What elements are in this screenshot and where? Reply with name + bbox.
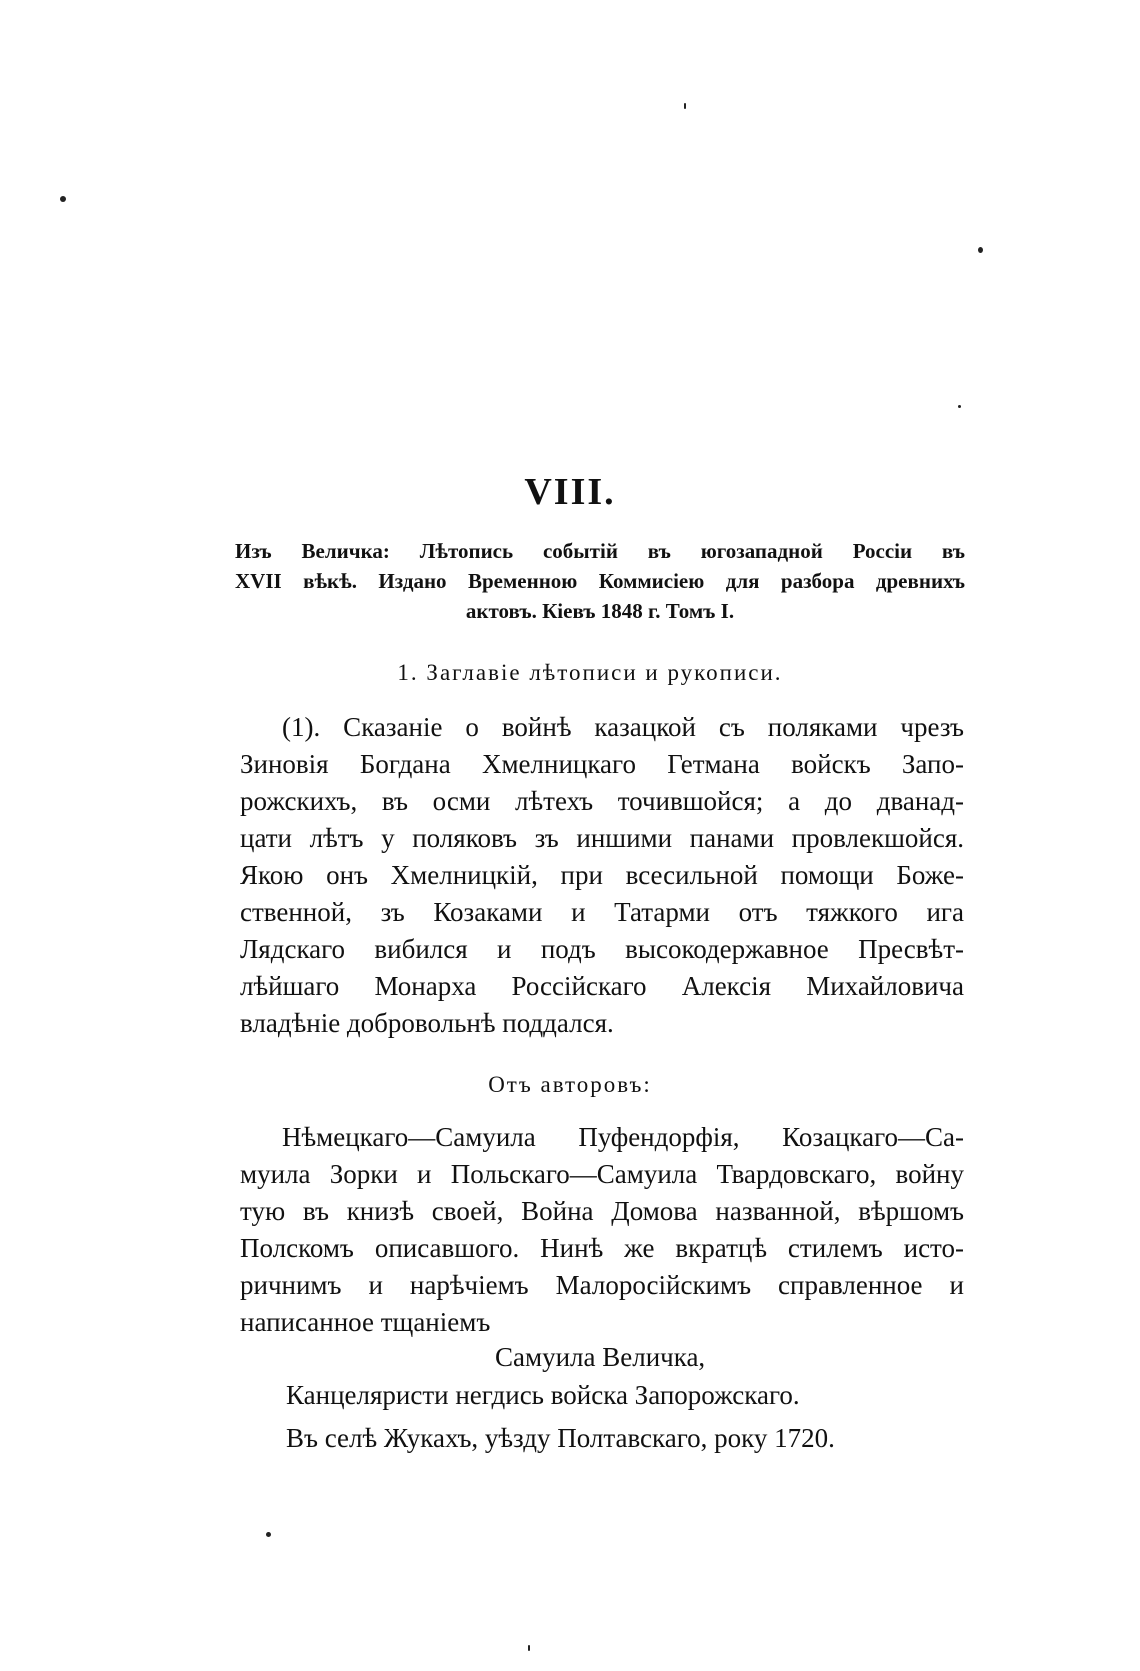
text-line: Полскомъ описавшого. Нинѣ же вкратцѣ стилемъ исто- <box>240 1233 964 1263</box>
scan-speck <box>528 1645 530 1651</box>
source-line: Изъ Величка: Лѣтопись событій въ югозападной Россіи въ <box>235 539 965 563</box>
text-line: рожскихъ, въ осми лѣтехъ точившойся; а до дванад- <box>240 786 964 816</box>
author-position: Канцеляристи негдись войска Запорожскаго. <box>286 1380 800 1410</box>
place-and-date: Въ селѣ Жукахъ, уѣзду Полтавскаго, року 1720. <box>286 1423 835 1453</box>
scan-speck <box>266 1532 271 1537</box>
text-line: лѣйшаго Монарха Россійскаго Алексія Михайловича <box>240 971 964 1001</box>
source-line: XVII вѣкѣ. Издано Временною Коммисіею для разбора древнихъ <box>235 569 965 593</box>
text-line: цати лѣтъ у поляковъ зъ иншими панами провлекшойся. <box>240 823 964 853</box>
chapter-numeral: VIII. <box>524 471 616 513</box>
scan-speck <box>958 405 961 408</box>
text-line: Лядскаго вибился и подъ высокодержавное Пресвѣт- <box>240 934 964 964</box>
scan-speck <box>60 196 66 202</box>
author-name: Самуила Величка, <box>495 1342 706 1372</box>
text-line: написанное тщаніемъ <box>240 1307 491 1337</box>
section-heading: 1. Заглавіе лѣтописи и рукописи. <box>397 660 783 685</box>
text-line: Нѣмецкаго—Самуила Пуфендорфія, Козацкаго—Са- <box>282 1122 964 1152</box>
text-line: тую въ книзѣ своей, Война Домова названной, вѣршомъ <box>240 1196 964 1226</box>
text-line: муила Зорки и Польскаго—Самуила Твардовскаго, войну <box>240 1159 964 1189</box>
text-line: владѣніе добровольнѣ поддался. <box>240 1008 614 1038</box>
text-line: Зиновія Богдана Хмелницкаго Гетмана войскъ Запо- <box>240 749 964 779</box>
text-line: ричнимъ и нарѣчіемъ Малоросійскимъ справленное и <box>240 1270 964 1300</box>
text-line: (1). Сказаніе о войнѣ казацкой съ поляками чрезъ <box>282 712 964 742</box>
scan-speck <box>978 247 983 253</box>
authors-heading: Отъ авторовъ: <box>488 1072 652 1097</box>
source-line: актовъ. Кіевъ 1848 г. Томъ I. <box>465 599 735 623</box>
source-citation <box>235 536 965 626</box>
text-line: Якою онъ Хмелницкій, при всесильной помощи Боже- <box>240 860 964 890</box>
scan-speck <box>684 103 686 109</box>
text-line: ственной, зъ Козаками и Татарми отъ тяжкого ига <box>240 897 964 927</box>
